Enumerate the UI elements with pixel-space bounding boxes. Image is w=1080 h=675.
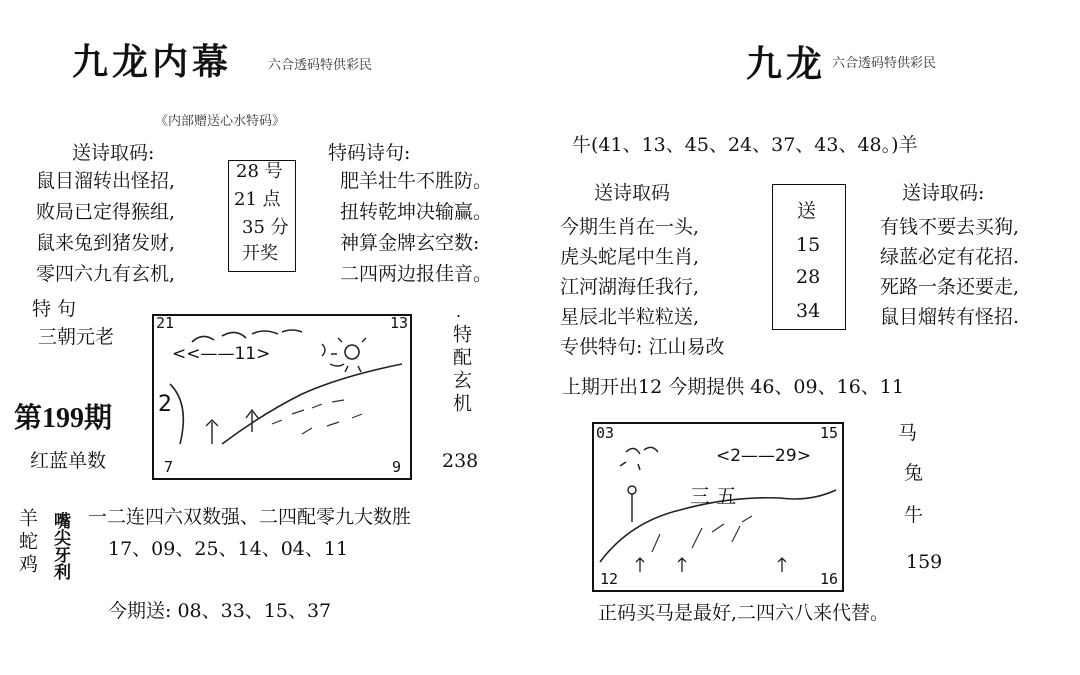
- right-picture-sketch: [592, 422, 840, 588]
- right-special-phrase: 专供特句: 江山易改: [560, 336, 725, 358]
- right-title-sub: 六合透码特供彩民: [832, 56, 937, 71]
- right-poem-b-line: 绿蓝必定有花招.: [880, 246, 1020, 268]
- left-poem-b-line: 二四两边报佳音。: [340, 263, 493, 285]
- right-picture-scribble: <2——29>: [716, 446, 811, 466]
- sharp-vertical: 嘴尖牙利: [50, 512, 70, 580]
- left-special-phrase: 三朝元老: [38, 326, 115, 348]
- left-right-vertical: 特配玄机: [450, 324, 472, 416]
- left-special-phrase-label: 特 句: [32, 298, 77, 320]
- right-center-box-line: 28: [796, 266, 821, 288]
- side-zodiac: 马: [898, 422, 918, 444]
- left-poem-b-heading: 特码诗句:: [328, 142, 411, 164]
- zodiac: 蛇: [16, 531, 38, 554]
- left-picture-corner: 13: [390, 314, 409, 332]
- right-bottom-line: 正码买马是最好,二四六八来代替。: [598, 602, 890, 624]
- left-dot: .: [456, 302, 462, 321]
- left-picture-digit: 2: [158, 392, 172, 417]
- left-title-sub: 六合透码特供彩民: [268, 58, 373, 73]
- red-blue-label: 红蓝单数: [30, 450, 107, 472]
- left-poem-a-line: 败局已定得猴组,: [36, 201, 176, 223]
- right-center-box-line: 15: [796, 234, 821, 256]
- right-picture-corner: 03: [596, 424, 615, 442]
- right-poem-b-heading: 送诗取码:: [902, 182, 985, 204]
- right-picture-corner: 15: [820, 424, 839, 442]
- right-poem-b-line: 有钱不要去买狗,: [880, 216, 1020, 238]
- right-poem-a-line: 今期生肖在一头,: [560, 216, 700, 238]
- numbers-line: 17、09、25、14、04、11: [108, 538, 349, 560]
- left-picture-sketch: [152, 314, 408, 476]
- send-line: 今期送: 08、33、15、37: [108, 600, 332, 622]
- left-picture-corner: 21: [156, 314, 175, 332]
- zodiac: 鸡: [16, 554, 38, 577]
- right-poem-b-line: 鼠目熘转有怪招.: [880, 306, 1020, 328]
- right-center-box-line: 送: [797, 200, 817, 222]
- red-blue-value: 238: [442, 450, 479, 472]
- zodiac-vertical: [14, 508, 41, 577]
- left-center-box-line: 开奖: [242, 243, 278, 264]
- zodiac: 羊: [16, 508, 38, 531]
- right-poem-a-line: 江河湖海任我行,: [560, 276, 700, 298]
- right-center-box-line: 34: [796, 300, 821, 322]
- left-poem-a-line: 鼠来兔到猪发财,: [36, 232, 176, 254]
- side-zodiac: 牛: [904, 504, 924, 526]
- left-poem-a-line: 鼠目溜转出怪招,: [36, 170, 176, 192]
- left-poem-b-line: 神算金牌玄空数:: [340, 232, 480, 254]
- right-poem-a-line: 星辰北半粒粒送,: [560, 306, 700, 328]
- left-subheading: 《内部赠送心水特码》: [155, 114, 286, 129]
- side-number: 159: [906, 551, 943, 573]
- right-poem-b-line: 死路一条还要走,: [880, 276, 1020, 298]
- left-poem-a-heading: 送诗取码:: [72, 142, 155, 164]
- side-zodiac: 兔: [904, 462, 924, 484]
- left-picture-scribble: <<——11>: [172, 344, 271, 364]
- right-picture-corner: 12: [600, 570, 619, 588]
- left-poem-b-line: 肥羊壮牛不胜防。: [340, 170, 493, 192]
- right-picture-mark: 三 五: [690, 484, 737, 508]
- left-center-box-line: 28 号: [236, 161, 283, 182]
- left-picture-corner: 9: [392, 458, 402, 476]
- right-picture-corner: 16: [820, 570, 839, 588]
- right-title: 九龙: [746, 43, 827, 85]
- right-poem-a-heading: 送诗取码: [594, 182, 671, 204]
- left-poem-b-line: 扭转乾坤决输赢。: [340, 201, 493, 223]
- left-title: 九龙内幕: [72, 41, 233, 83]
- right-poem-a-line: 虎头蛇尾中生肖,: [560, 246, 700, 268]
- strong-line: 一二连四六双数强、二四配零九大数胜: [88, 506, 412, 528]
- right-top-line: 牛(41、13、45、24、37、43、48。)羊: [572, 134, 918, 156]
- left-center-box-line: 35 分: [242, 217, 289, 238]
- left-center-box-line: 21 点: [234, 189, 281, 210]
- left-picture-corner: 7: [164, 458, 174, 476]
- issue-number: 第199期: [14, 403, 113, 434]
- left-poem-a-line: 零四六九有玄机,: [36, 263, 176, 285]
- last-period-line: 上期开出12 今期提供 46、09、16、11: [562, 376, 904, 398]
